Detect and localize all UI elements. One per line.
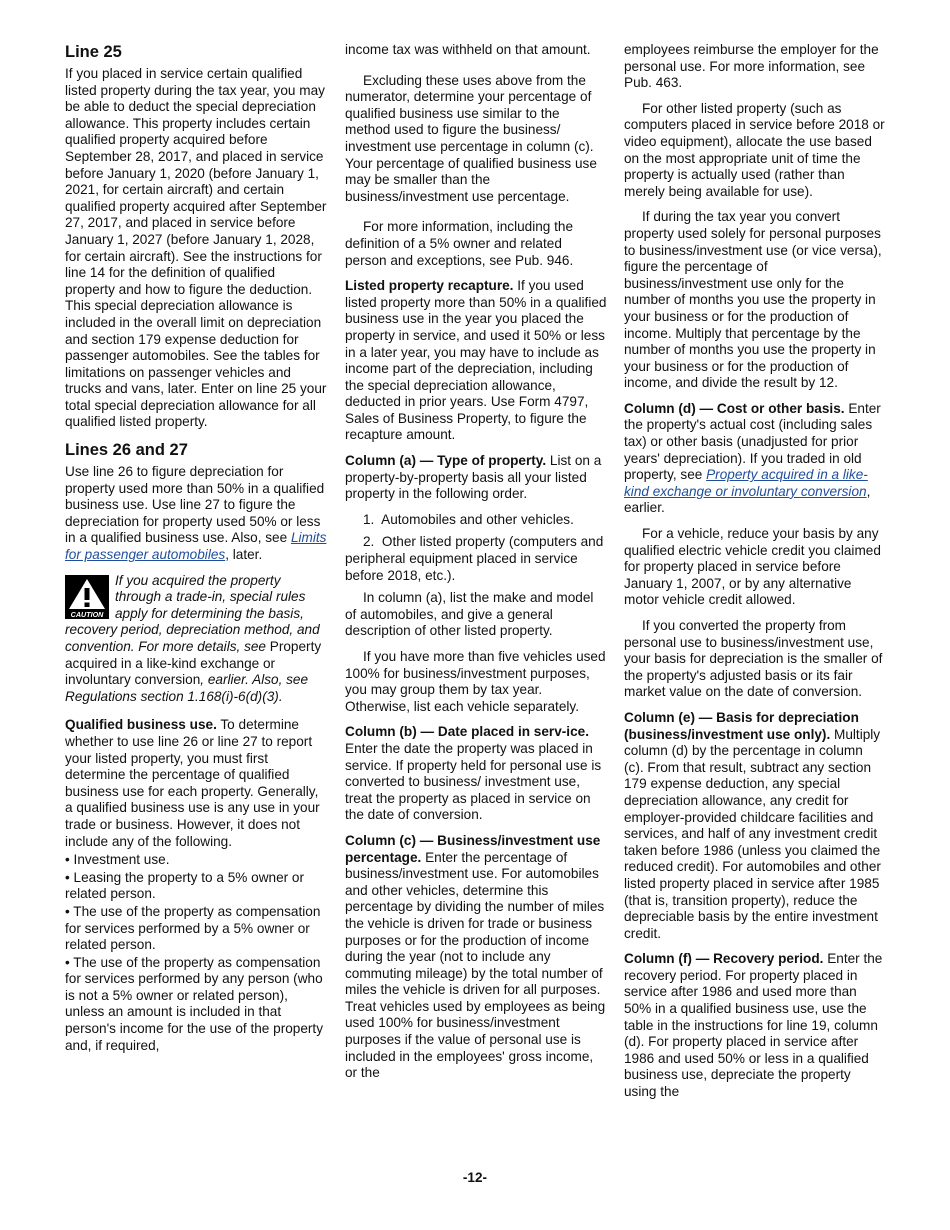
- column-d-paragraph: Column (d) — Cost or other basis. Enter the property's actual cost (including sales tax) or other basis (unadjusted for prior years' depreciation). If you traded in old property, see Property acquired in a like-kind exchange or involuntary conversion, earlier.: [624, 400, 881, 516]
- column-c-heading: Column (c) — Business/investment use percentage.: [345, 832, 601, 865]
- column-2: [345, 42, 607, 1091]
- make-model-paragraph: In column (a), list the make and model of automobiles, and give a general description of other listed property.: [345, 590, 594, 639]
- other-listed-property-paragraph: For other listed property (such as computers placed in service before 2018 or video equipment), allocate the use based on the most appropriate unit of time the property is actually used (rather than merely being available for use).: [624, 100, 885, 199]
- vehicle-basis-paragraph: For a vehicle, reduce your basis by any qualified electric vehicle credit you claimed for property placed in service before January 1, 2007, or by any alternative motor vehicle credit allowed.: [624, 526, 881, 608]
- caution-icon: [65, 575, 109, 619]
- list-item: • The use of the property as compensation for services performed by a 5% owner or related person.: [65, 903, 321, 953]
- column-e-paragraph: Column (e) — Basis for depreciation (business/investment use only). Multiply column (d) by the percentage in column (c). From that result, subtract any section 179 expense deduction, any special depreciation allowance, any credit for employer-provided childcare facilities and services, and half of any investment credit taken before 1986 (unless you claimed the reduced credit). For automobiles and other listed property placed in service after 1985 (that is, transition property), reduce the depreciable basis by the entire investment credit.: [624, 709, 881, 941]
- more-info-paragraph: For more information, including the definition of a 5% owner and related person and exceptions, see Pub. 946.: [345, 219, 574, 268]
- column-d-heading: Column (d) — Cost or other basis.: [624, 400, 845, 416]
- exclusions-list: [65, 852, 327, 1054]
- continued-paragraph: employees reimburse the employer for the personal use. For more information, see Pub. 463.: [624, 42, 879, 91]
- caution-note: CAUTION If you acquired the property through a trade-in, special rules apply for determining the basis, recovery period, depreciation method, and convention. For more details, see Property acquired in a like-kind exchange or involuntary conversion, earlier. Also, see Regulations section 1.168(i)-6(d)(3).: [65, 572, 322, 704]
- qualified-business-use-paragraph: Qualified business use. To determine whether to use line 26 or line 27 to report your listed property, you must first determine the percentage of qualified business use for each property. Generally, a qualified business use is any use in your trade or business. However, it does not include any of the following.: [65, 717, 320, 849]
- column-f-heading: Column (f) — Recovery period.: [624, 951, 824, 967]
- convert-property-paragraph: If during the tax year you convert property used solely for personal purposes to business/investment use (or vice versa), figure the percentage of business/investment use only for the number of months you use the property in your business or for the production of income. Multiply that percentage by the number of months you use the property in your business or for the production of income, and divide the result by 12.: [624, 209, 882, 391]
- excluding-paragraph: Excluding these uses above from the numerator, determine your percentage of qualified business use similar to the method used to figure the business/ investment use percentage in column (c). Your percentage of qualified business use may be smaller than the business/investment use percentage.: [345, 72, 597, 204]
- property-acquired-link[interactable]: Property acquired in a like-kind exchange or involuntary conversion: [624, 467, 868, 499]
- column-a-heading: Column (a) — Type of property.: [345, 453, 547, 469]
- list-item: • The use of the property as compensation for services performed by any person (who is not a 5% owner or related person), unless an amount is included in that person's income for the use of the property and, if required,: [65, 954, 323, 1053]
- limits-passenger-automobiles-link[interactable]: Limits for passenger automobiles: [65, 530, 327, 563]
- lines2627-heading: Lines 26 and 27: [65, 441, 188, 460]
- qualified-business-use-heading: Qualified business use.: [65, 717, 217, 733]
- column-b-paragraph: Column (b) — Date placed in serv-ice. Enter the date the property was placed in service. If property held for personal use is converted to business/ investment use, treat the property as placed in service on the date of conversion.: [345, 724, 602, 823]
- recapture-paragraph: Listed property recapture. If you used listed property more than 50% in a qualified business use in the year you placed the property in service, and used it 50% or less in a later year, you may have to include as income part of the depreciation, including the special depreciation allowance, deducted in prior years. Use Form 4797, Sales of Business Property, to figure the recapture amount.: [345, 278, 607, 443]
- list-item: • Leasing the property to a 5% owner or related person.: [65, 869, 305, 902]
- five-vehicles-paragraph: If you have more than five vehicles used 100% for business/investment purposes, you may group them by tax year. Otherwise, list each vehicle separately.: [345, 649, 606, 714]
- continued-paragraph: income tax was withheld on that amount.: [345, 42, 591, 57]
- column-1: [65, 42, 327, 1055]
- line25-paragraph: If you placed in service certain qualified listed property during the tax year, you may be able to deduct the special depreciation allowance. This property includes certain qualified property acquired before September 28, 2017, and placed in service before January 1, 2020 (before January 1, 2021, for certain aircraft) and certain qualified property acquired after September 27, 2017, and placed in service before January 1, 2027 (before January 1, 2028, for certain aircraft). See the instructions for line 14 for the definition of qualified property and how to figure the deduction. This special depreciation allowance is included in the overall limit on depreciation and section 179 expense deduction for passenger automobiles. See the tables for limitations on passenger vehicles and trucks and vans, later. Enter on line 25 your total special depreciation allowance for all qualified listed property.: [65, 66, 327, 430]
- column-3: [624, 42, 886, 1110]
- column-c-paragraph: Column (c) — Business/investment use percentage. Enter the percentage of business/investment use. For automobiles and other vehicles, determine this percentage by dividing the number of miles the vehicle is driven for trade or business purposes or for the production of income during the year (not to include any commuting mileage) by the total number of miles the vehicle is driven for all purposes. Treat vehicles used by employees as being used 100% for business/investment purposes if the value of personal use is included in the employees' gross income, or the: [345, 832, 606, 1081]
- caution-reference: Property acquired in a like-kind exchange or involuntary conversion: [65, 639, 322, 688]
- line25-heading: Line 25: [65, 43, 122, 61]
- caution-text: If you acquired the property through a trade-in, special rules apply for determining the basis, recovery period, depreciation method, and convention. For more details, see: [65, 572, 320, 654]
- list-item: • Investment use.: [65, 852, 170, 868]
- property-order-list: [345, 512, 607, 584]
- column-b-heading: Column (b) — Date placed in serv-ice.: [345, 724, 589, 740]
- recapture-heading: Listed property recapture.: [345, 278, 514, 294]
- page-number: -12-: [462, 1170, 488, 1185]
- column-a-paragraph: Column (a) — Type of property. List on a property-by-property basis all your listed property in the following order.: [345, 453, 602, 502]
- caution-label: CAUTION: [70, 609, 104, 619]
- list-item: 1. Automobiles and other vehicles.: [363, 511, 574, 527]
- list-item: 2. Other listed property (computers and peripheral equipment placed in service before 2018, etc.).: [345, 534, 604, 583]
- lines2627-paragraph: Use line 26 to figure depreciation for property used more than 50% in a qualified business use. Use line 27 to figure the depreciation for property used 50% or less in a qualified business use. Also, see Limits for passenger automobiles, later.: [65, 464, 327, 563]
- column-e-heading: Column (e) — Basis for depreciation (business/investment use only).: [624, 709, 859, 742]
- converted-property-paragraph: If you converted the property from personal use to business/investment use, your basis for depreciation is the smaller of the property's adjusted basis or its fair market value on the date of conversion.: [624, 618, 883, 700]
- column-f-paragraph: Column (f) — Recovery period. Enter the recovery period. For property placed in service after 1986 and used more than 50% in a qualified business use, use the table in the instructions for line 19, column (d). For property placed in service after 1986 and used 50% or less in a qualified business use, depreciate the property using the: [624, 951, 883, 1100]
